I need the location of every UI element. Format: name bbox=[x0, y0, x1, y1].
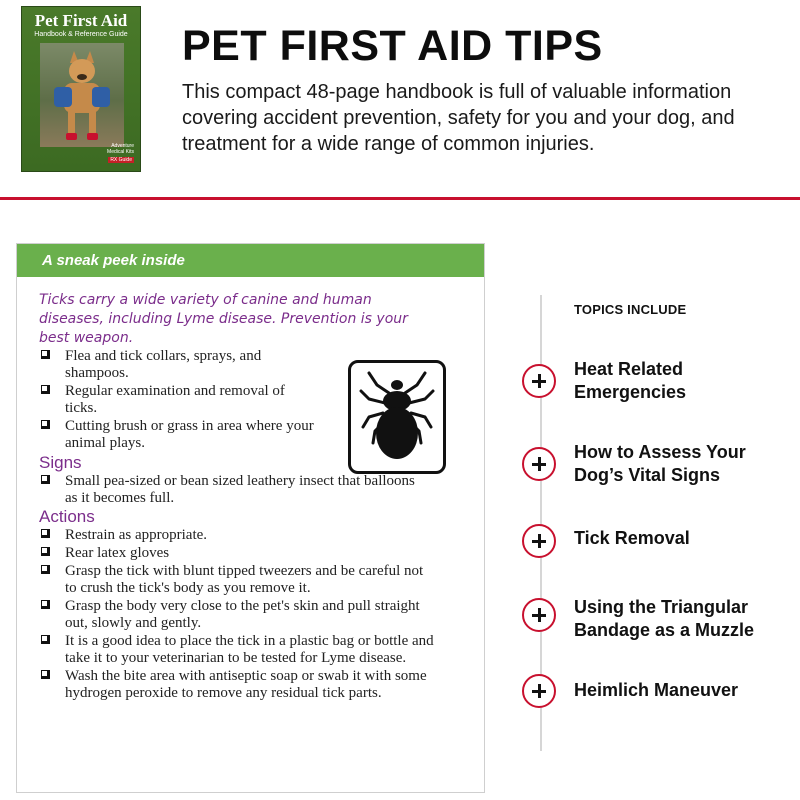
plus-icon bbox=[522, 364, 556, 398]
signs-list bbox=[17, 473, 484, 507]
topic-label: Tick Removal bbox=[574, 528, 690, 548]
checkbox-icon bbox=[41, 600, 50, 609]
checkbox-icon bbox=[41, 475, 50, 484]
book-cover-title: Pet First Aid bbox=[34, 11, 128, 30]
checkbox-icon bbox=[41, 529, 50, 538]
sneak-peek-panel bbox=[16, 243, 485, 793]
dog-illustration-icon bbox=[40, 43, 124, 147]
checkbox-icon bbox=[41, 420, 50, 429]
list-item: It is a good idea to place the tick in a plastic bag or bottle and take it to your veterinarian to be tested for Lyme disease. bbox=[17, 633, 435, 667]
checkbox-icon bbox=[41, 635, 50, 644]
checkbox-icon bbox=[41, 547, 50, 556]
actions-list bbox=[17, 527, 484, 702]
intro-paragraph: This compact 48-page handbook is full of valuable information covering accident prevention, safety for you and your dog, and treatment for a wide range of common injuries. bbox=[182, 81, 735, 155]
list-item: Flea and tick collars, sprays, and shampoos. bbox=[17, 348, 315, 382]
checkbox-icon bbox=[41, 565, 50, 574]
list-item: Cutting brush or grass in area where your animal plays. bbox=[17, 418, 315, 452]
book-cover-subtitle: Handbook & Reference Guide bbox=[34, 31, 128, 38]
checkbox-icon bbox=[41, 350, 50, 359]
topic-label: How to Assess Your Dog’s Vital Signs bbox=[574, 442, 746, 485]
list-item: Grasp the body very close to the pet's skin and pull straight out, slowly and gently. bbox=[17, 598, 435, 632]
signs-heading: Signs bbox=[39, 453, 82, 472]
list-item: Grasp the tick with blunt tipped tweezers and be careful not to crush the tick's body as you remove it. bbox=[17, 563, 435, 597]
tick-bug-icon bbox=[348, 360, 446, 474]
topic-label: Using the Triangular Bandage as a Muzzle bbox=[574, 597, 755, 640]
list-item: Wash the bite area with antiseptic soap or swab it with some hydrogen peroxide to remove any residual tick parts. bbox=[17, 668, 435, 702]
sneak-peek-header: A sneak peek inside bbox=[17, 244, 484, 277]
sneak-peek-body bbox=[17, 277, 484, 702]
topic-label: Heimlich Maneuver bbox=[574, 680, 739, 700]
plus-icon bbox=[522, 447, 556, 481]
dog-photo bbox=[40, 43, 124, 147]
topic-label: Heat Related Emergencies bbox=[574, 359, 687, 402]
handbook-cover-image bbox=[21, 6, 141, 172]
book-brand-logo: Adventure Medical Kits RX Guide bbox=[107, 143, 134, 163]
list-item: Restrain as appropriate. bbox=[17, 527, 435, 544]
page-title: PET FIRST AID TIPS bbox=[182, 22, 603, 70]
header-divider bbox=[0, 197, 800, 200]
plus-icon bbox=[522, 524, 556, 558]
checkbox-icon bbox=[41, 385, 50, 394]
tick-intro-text: Ticks carry a wide variety of canine and human diseases, including Lyme disease. Prevention is your best weapon. bbox=[39, 292, 408, 346]
plus-icon bbox=[522, 598, 556, 632]
list-item: Small pea-sized or bean sized leathery insect that balloons as it becomes full. bbox=[17, 473, 425, 507]
list-item: Rear latex gloves bbox=[17, 545, 435, 562]
list-item: Regular examination and removal of ticks. bbox=[17, 383, 315, 417]
plus-icon bbox=[522, 674, 556, 708]
checkbox-icon bbox=[41, 670, 50, 679]
actions-heading: Actions bbox=[39, 507, 95, 526]
topics-heading: TOPICS INCLUDE bbox=[574, 302, 687, 317]
